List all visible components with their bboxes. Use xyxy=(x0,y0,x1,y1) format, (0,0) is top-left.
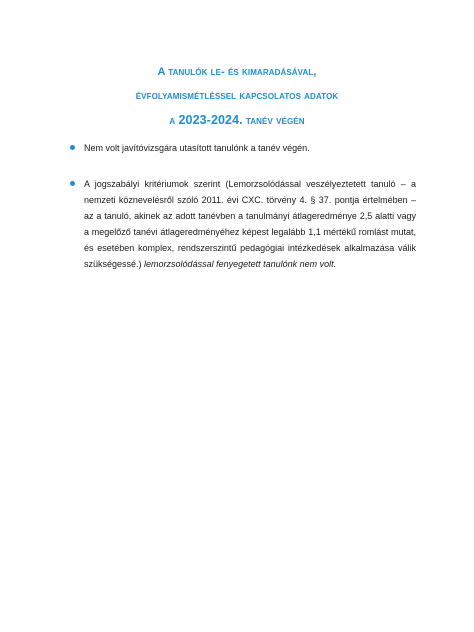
title-line-3-prefix: a xyxy=(169,115,179,127)
bullet-list xyxy=(70,140,416,272)
title-line-3 xyxy=(0,108,474,133)
bullet-text: A jogszabályi kritériumok szerint (Lemorzsolódással veszélyeztetett tanuló – a nemzeti köznevelésről szóló 2011. évi CXC. törvény 4. § 37. pontja értelmében – az a tanuló, akinek az adott tanévben a tanulmányi átlageredménye 2,5 alatti vagy a megelőző tanévi átlageredményéhez képest legalább 1,1 mértékű romlást mutat, és esetében komplex, rendszerszintű pedagógiai intézkedések alkalmazása válik szükségessé.) xyxy=(84,179,416,269)
title-line-2: évfolyamismétléssel kapcsolatos adatok xyxy=(135,90,339,102)
bullet-dot-icon xyxy=(70,145,75,150)
page-title xyxy=(0,60,474,133)
title-line-1: A tanulók le- és kimaradásával, xyxy=(157,66,317,78)
bullet-italic-text: lemorzsolódással fenyegetett tanulónk nem volt. xyxy=(144,259,337,269)
list-item xyxy=(70,176,416,272)
title-line-3-suffix: tanév végén xyxy=(242,115,305,127)
bullet-text: Nem volt javítóvizsgára utasított tanulónk a tanév végén. xyxy=(84,143,310,153)
bullet-dot-icon xyxy=(70,181,75,186)
list-item xyxy=(70,140,416,156)
title-year: 2023-2024. xyxy=(178,113,243,127)
